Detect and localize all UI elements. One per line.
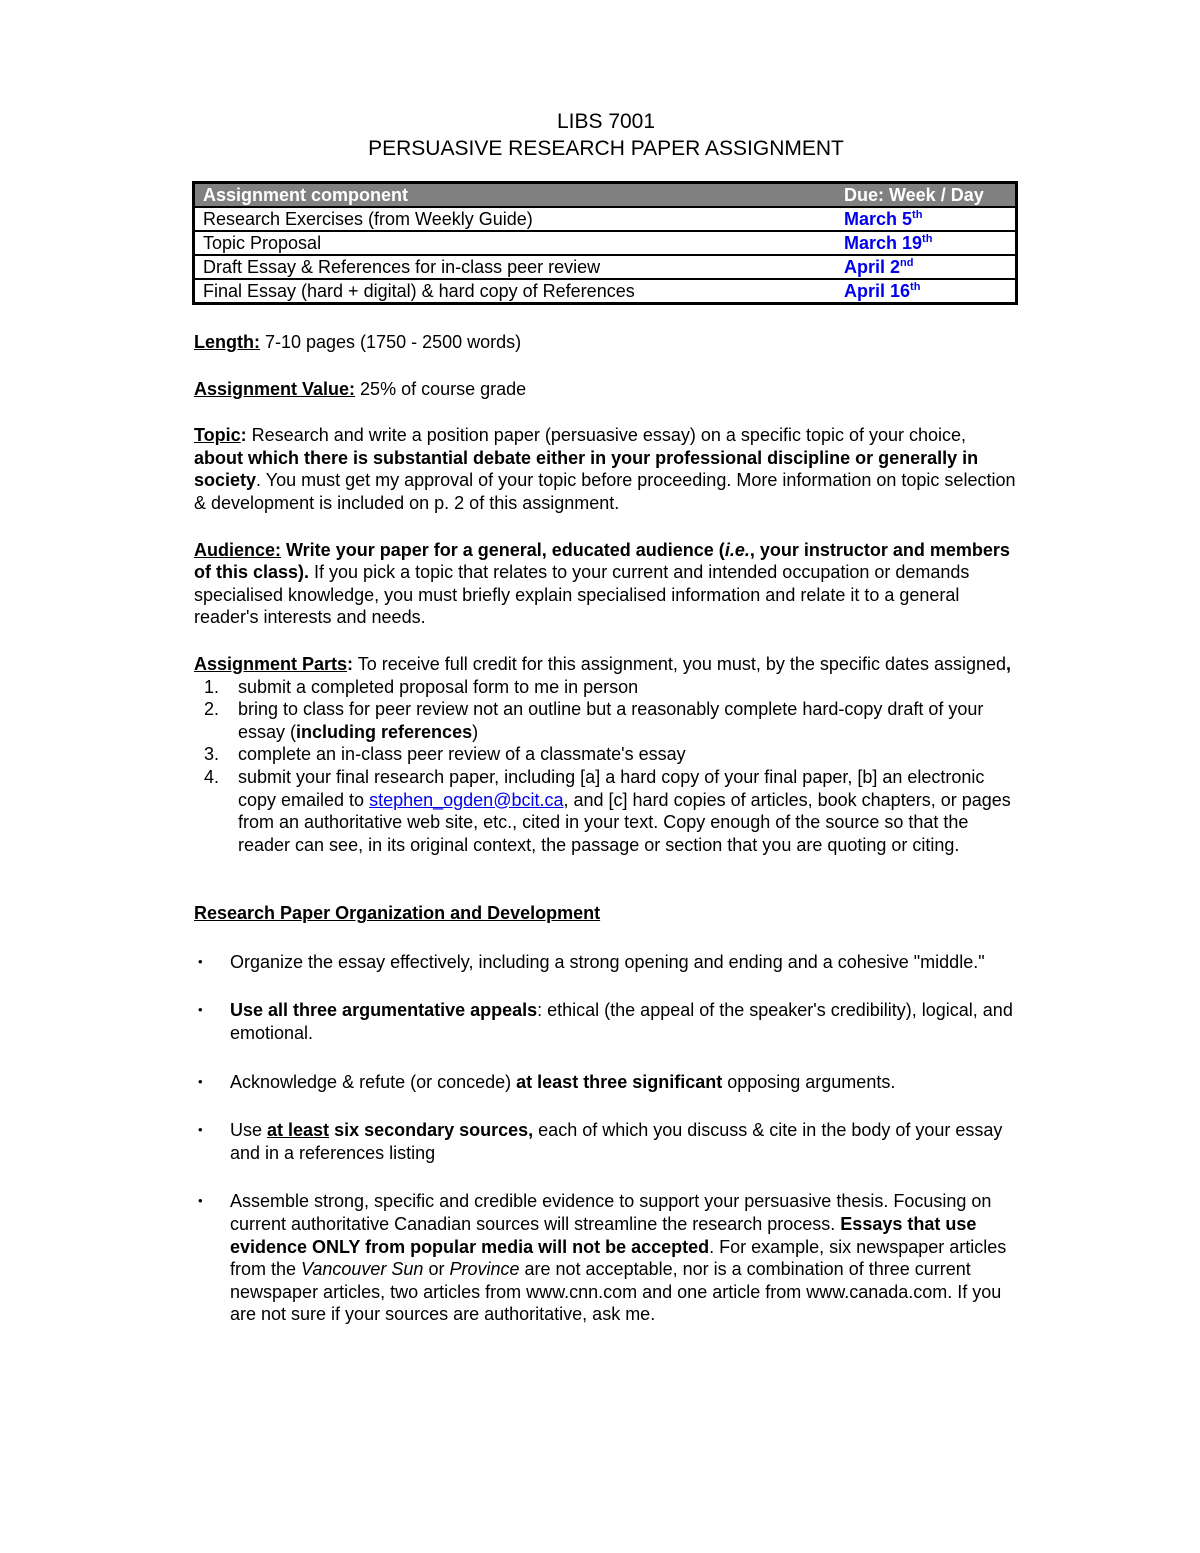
list-item: • Use at least six secondary sources, each of which you discuss & cite in the body of your essay and in a references listing: [198, 1120, 1003, 1163]
list-item: • Organize the essay effectively, including a strong opening and ending and a cohesive "middle.": [198, 951, 985, 972]
topic-paragraph: Topic: Research and write a position paper (persuasive essay) on a specific topic of your choice, about which there is substantial debate either in your professional discipline or generally in society. You must get my approval of your topic before proceeding. More information on topic selection & development is included on p. 2 of this assignment.: [194, 425, 1016, 513]
row-date: March 19th: [836, 231, 1017, 255]
audience-paragraph: Audience: Write your paper for a general, educated audience (i.e., your instructor and members of this class). If you pick a topic that relates to your current and intended occupation or demands specialised knowledge, you must briefly explain specialised information and relate it to a general reader's interests and needs.: [194, 539, 1010, 628]
bullet-icon: •: [198, 1073, 203, 1089]
value-paragraph: Assignment Value: 25% of course grade: [194, 378, 527, 399]
length-paragraph: Length: 7-10 pages (1750 - 2500 words): [194, 332, 522, 352]
table-row: [194, 207, 1017, 231]
email-link[interactable]: stephen_ogden@bcit.ca: [369, 789, 564, 810]
list-item: 2. bring to class for peer review not an outline but a reasonably complete hard-copy draft of your essay (including references): [204, 699, 984, 742]
list-item: 4. submit your final research paper, including [a] a hard copy of your final paper, [b] an electronic copy emailed to stephen_ogden@bcit.ca, and [c] hard copies of articles, book chapters, or pages from an authoritative web site, etc., cited in your text. Copy enough of the source so that the reader can see, in its original context, the passage or section that you are quoting or citing.: [204, 766, 1011, 855]
bullet-icon: •: [198, 1193, 203, 1209]
row-date: April 2nd: [836, 255, 1017, 279]
row-component: Topic Proposal: [194, 231, 837, 255]
list-item: • Assemble strong, specific and credible evidence to support your persuasive thesis. Focusing on current authoritative Canadian sources will streamline the research process. Essays that use evidence ONLY from popular media will not be accepted. For example, six newspaper articles from the Vancouver Sun or Province are not acceptable, nor is a combination of three current newspaper articles, two articles from www.cnn.com and one article from www.canada.com. If you are not sure if your sources are authoritative, ask me.: [198, 1191, 1007, 1325]
header-due: Due: Week / Day: [836, 183, 1017, 208]
list-item: • Use all three argumentative appeals: ethical (the appeal of the speaker's credibility), logical, and emotional.: [198, 1000, 1013, 1044]
parts-intro: Assignment Parts: To receive full credit for this assignment, you must, by the specific dates assigned,: [194, 653, 1012, 674]
row-component: Draft Essay & References for in-class peer review: [194, 255, 837, 279]
table-row: [194, 231, 1017, 255]
assignment-title: PERSUASIVE RESEARCH PAPER ASSIGNMENT: [368, 137, 844, 160]
due-dates-table: [192, 181, 1018, 305]
header-component: Assignment component: [194, 183, 837, 208]
table-row: [194, 279, 1017, 304]
row-date: April 16th: [844, 281, 921, 301]
row-date: March 5th: [836, 207, 1017, 231]
list-item: 3. complete an in-class peer review of a classmate's essay: [204, 744, 686, 765]
section-heading: Research Paper Organization and Development: [194, 903, 601, 924]
list-item: • Acknowledge & refute (or concede) at least three significant opposing arguments.: [198, 1071, 896, 1092]
table-row: [194, 255, 1017, 279]
bullet-icon: •: [198, 953, 203, 969]
bullet-icon: •: [198, 1122, 203, 1138]
bullet-icon: •: [198, 1002, 203, 1018]
page-title: [194, 108, 1018, 162]
course-code: LIBS 7001: [556, 110, 656, 133]
document-page: [194, 108, 1018, 1352]
table-header-row: [194, 183, 1017, 208]
list-item: 1. submit a completed proposal form to me in person: [204, 676, 639, 697]
row-component: Final Essay (hard + digital) & hard copy of References: [203, 281, 635, 301]
guidelines-list: [194, 951, 1018, 1326]
assignment-parts: [194, 653, 1018, 856]
row-component: Research Exercises (from Weekly Guide): [194, 207, 837, 231]
parts-list: [194, 676, 1018, 857]
